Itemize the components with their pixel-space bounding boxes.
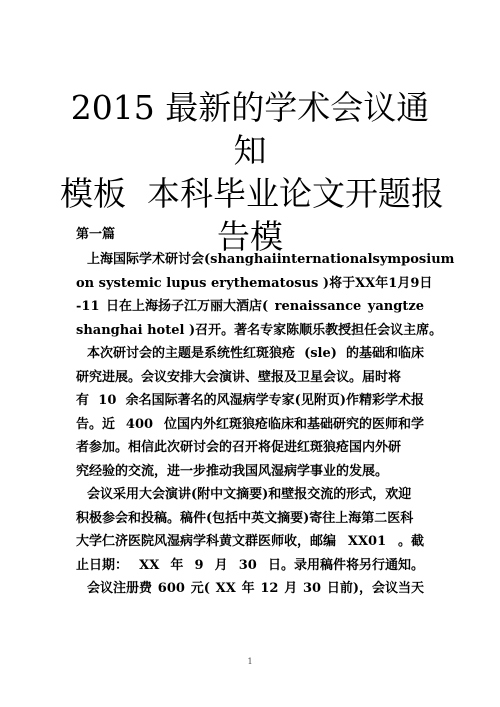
body-word: -11 (76, 299, 100, 314)
body-word: 年 (241, 581, 255, 596)
body-line (76, 577, 424, 601)
body-word: (sle) (304, 346, 337, 361)
body-word: renaissance (274, 299, 362, 314)
body-word: 600 (157, 581, 185, 596)
document-title (60, 86, 444, 258)
body-word: 日。录用稿件将另行通知。 (267, 557, 424, 573)
body-word: 月 (284, 581, 298, 596)
body-word: international (276, 252, 373, 267)
body-word: 日前)，会议当天 (326, 581, 424, 596)
body-word: 10 (98, 393, 117, 408)
body-word: 9 (194, 557, 204, 573)
body-line (76, 507, 424, 531)
body-word: 会议采用大会演讲(附中文摘要)和壁报交流的形式，欢迎 (87, 487, 412, 502)
body-line (76, 248, 455, 272)
body-line (76, 460, 424, 484)
body-line (76, 530, 424, 554)
page-number: 1 (247, 657, 253, 666)
body-line (76, 436, 424, 460)
body-word: 本次研讨会的主题是系统性红斑狼疮 (87, 346, 296, 361)
body-line (76, 272, 433, 296)
body-text (76, 248, 455, 601)
body-line (76, 483, 424, 507)
body-word: 有 (76, 393, 90, 408)
body-line (76, 413, 424, 437)
body-word: 元( (190, 581, 210, 596)
body-word: 止日期： (76, 557, 129, 573)
body-word: 告。近 (76, 416, 116, 432)
body-word: 日 (419, 275, 433, 291)
body-word: 年 (170, 557, 184, 573)
body-word: XX (215, 581, 236, 596)
title-line-1: 2015 最新的学术会议通知 (70, 88, 430, 170)
body-word: 余名国际著名的风湿病学专家(见附页)作精彩学术报 (125, 393, 424, 408)
body-word: 。截 (397, 534, 424, 549)
body-word: 1 (388, 275, 398, 291)
body-word: 月 (397, 275, 411, 291)
body-line (76, 342, 424, 366)
body-word: 年 (375, 275, 389, 291)
body-word: XX (355, 275, 376, 291)
body-word: yangtze (367, 299, 424, 314)
body-word: 月 (214, 557, 228, 573)
body-word: shanghai hotel )召开。著名专家陈顺乐教授担任会议主席。 (76, 322, 443, 338)
body-line (76, 389, 424, 413)
body-word: 9 (410, 275, 420, 291)
title-line-2: 模板 本科毕业论文开题报 (60, 174, 444, 213)
body-word: 积极参会和投稿。稿件(包括中英文摘要)寄往上海第二医科 (76, 510, 414, 526)
body-word: 日在上海扬子江万丽大酒店( (106, 299, 269, 314)
title-line-3: 告模 (217, 217, 283, 256)
body-word: 研究进展。会议安排大会演讲、壁报及卫星会议。届时将 (76, 369, 402, 385)
body-line (76, 319, 443, 343)
body-line (76, 554, 424, 578)
body-word: 位国内外红斑狼疮临床和基础研究的医师和学 (163, 416, 424, 432)
body-word: 究经验的交流，进一步推动我国风湿病学事业的发展。 (76, 463, 389, 479)
body-word: 大学仁济医院风湿病学科黄文群医师收，邮编 (76, 534, 337, 549)
body-word: 上海国际学术研讨会( (87, 252, 211, 267)
body-word: 会议注册费 (87, 581, 153, 596)
body-word: 400 (125, 416, 154, 432)
body-word: XX01 (347, 534, 387, 549)
body-word: shanghai (210, 252, 277, 267)
body-word: 的基础和临床 (345, 346, 424, 361)
body-word: 30 (302, 581, 322, 596)
body-word: on systemic lupus erythematosus ) (76, 275, 330, 291)
body-word: XX (139, 557, 160, 573)
body-word: 将于 (329, 275, 356, 291)
body-line (76, 366, 424, 390)
section-heading: 第一篇 (76, 227, 116, 242)
body-word: symposium (372, 252, 455, 267)
body-word: 30 (238, 557, 257, 573)
body-word: 12 (260, 581, 279, 596)
body-line (76, 295, 424, 319)
body-word: 者参加。相信此次研讨会的召开将促进红斑狼疮国内外研 (76, 440, 402, 455)
